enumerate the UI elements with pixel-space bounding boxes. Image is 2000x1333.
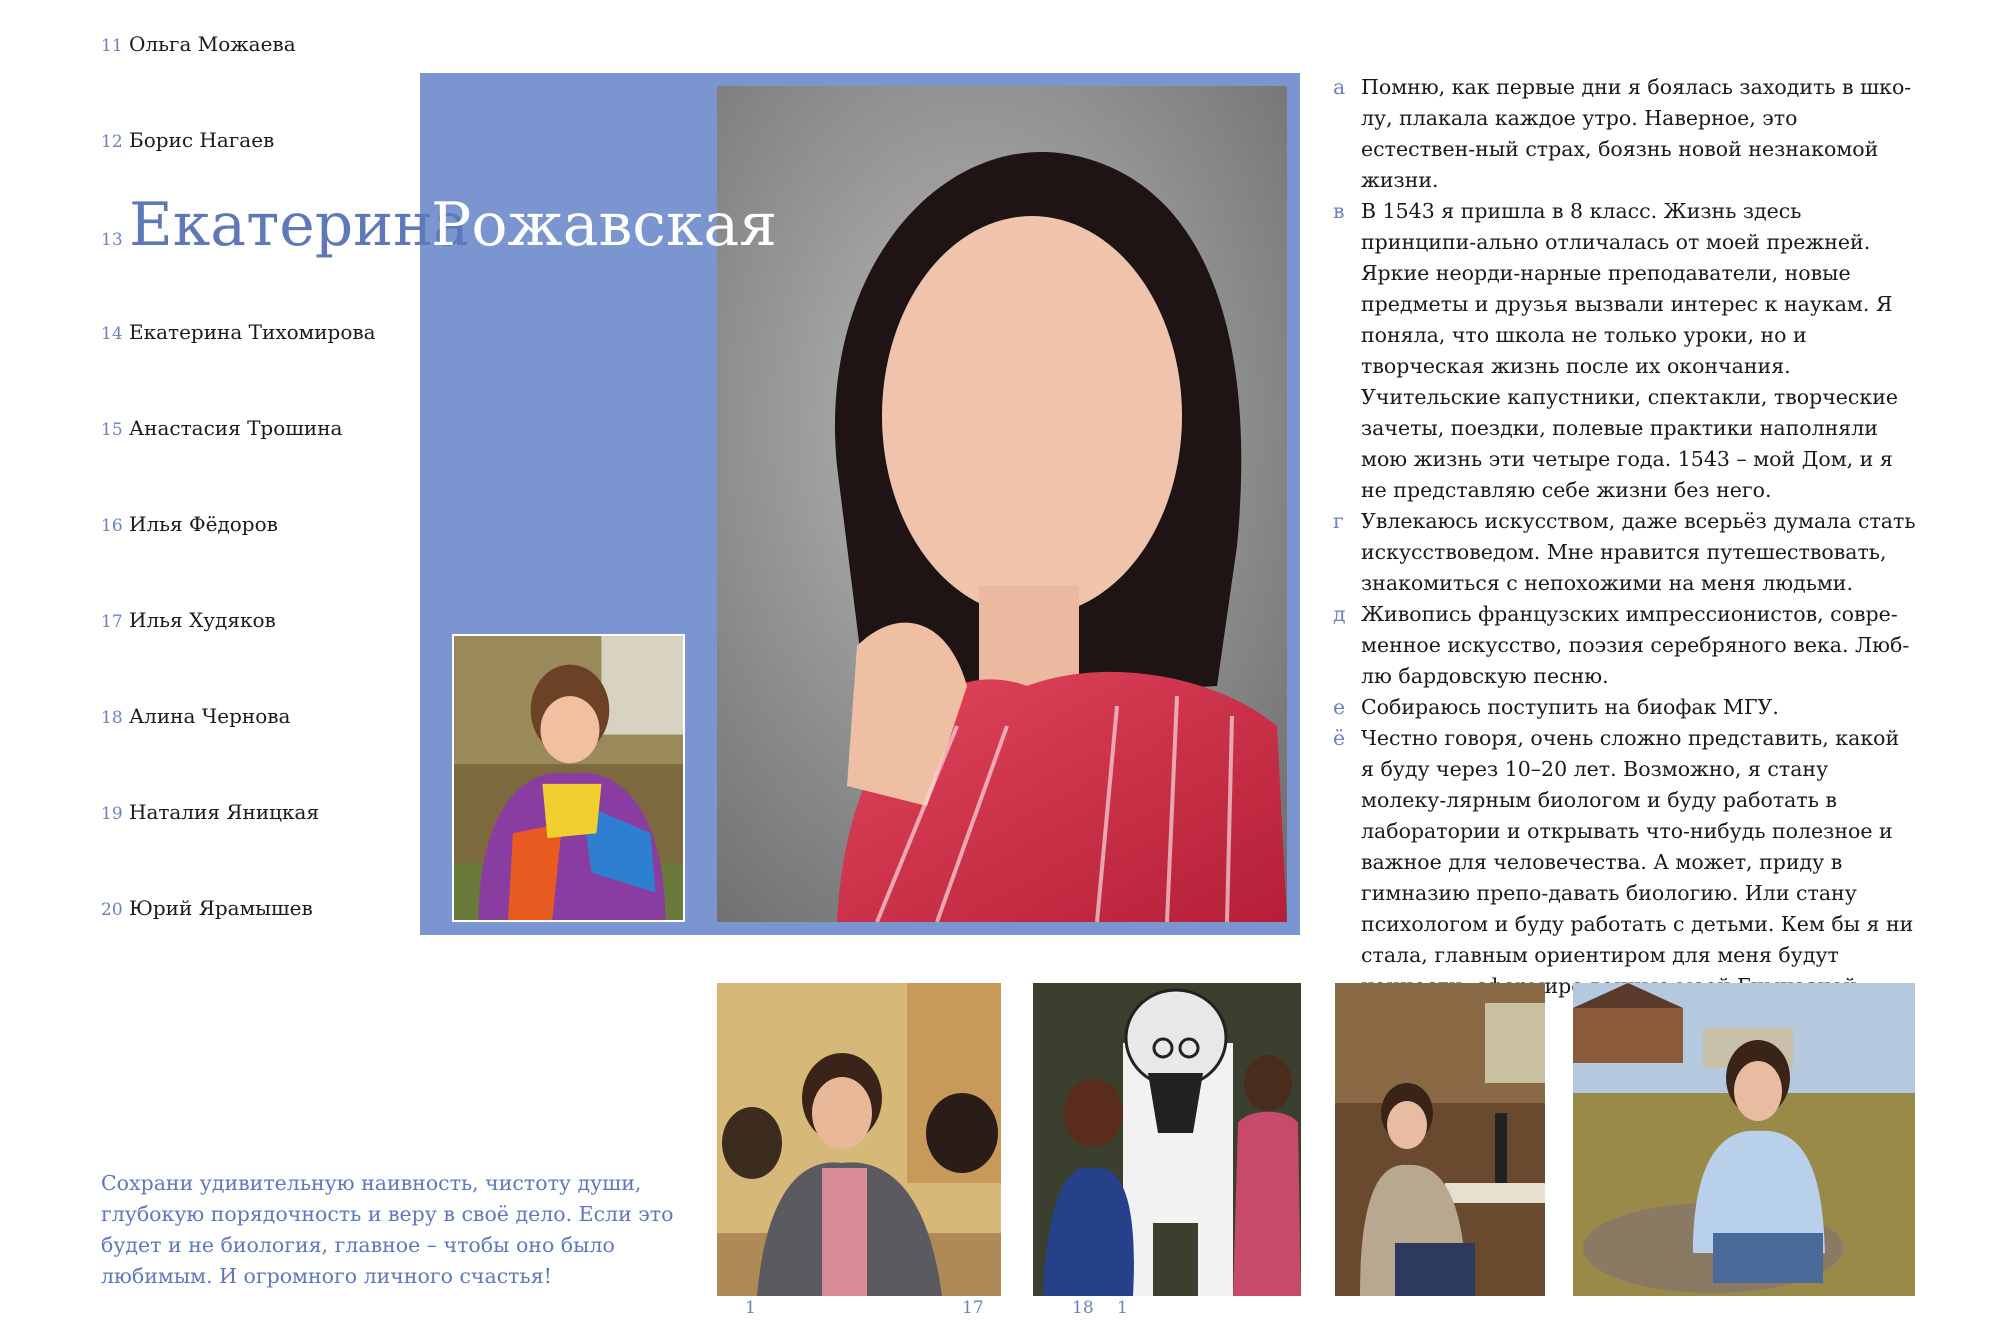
index-number: 17	[101, 612, 123, 632]
index-name: Анастасия Трошина	[129, 416, 343, 440]
index-number: 12	[101, 132, 123, 152]
answers-column	[1333, 72, 1916, 1002]
index-number: 18	[101, 708, 123, 728]
wish-text: Сохрани удивительную наивность, чистоту души, глубокую порядочность и веру в своё дело. Если это будет и не биология, главное – чтобы оно было любимым. И огромного личного счастья!	[101, 1171, 674, 1288]
index-item	[101, 896, 313, 922]
index-name: Ольга Можаева	[129, 32, 296, 56]
photo-caption: 1	[745, 1298, 756, 1318]
answer-item	[1333, 72, 1916, 196]
index-item	[101, 128, 274, 154]
index-name: Наталия Яницкая	[129, 800, 320, 824]
index-name: Илья Фёдоров	[129, 512, 278, 536]
index-number: 15	[101, 420, 123, 440]
index-name: Екатерина Тихомирова	[129, 320, 376, 344]
laboratory-photo	[1335, 983, 1545, 1296]
headline-number: 13	[101, 230, 123, 250]
answer-letter: в	[1333, 199, 1345, 223]
answer-text: Собираюсь поступить на биофак МГУ.	[1361, 695, 1779, 719]
answer-letter: г	[1333, 509, 1344, 533]
answer-item	[1333, 196, 1916, 506]
index-name: Илья Худяков	[129, 608, 276, 632]
headline-last-name: Рожавская	[431, 190, 777, 260]
index-number: 11	[101, 36, 123, 56]
index-item	[101, 512, 278, 538]
index-item	[101, 704, 290, 730]
answer-text: Живопись французских импрессионистов, совре-менное искусство, поэзия серебряного века. Люб-лю бардовскую песню.	[1361, 602, 1910, 688]
answer-letter: д	[1333, 602, 1346, 626]
party-photo	[1033, 983, 1301, 1296]
answer-letter: а	[1333, 75, 1346, 99]
answer-item	[1333, 599, 1916, 692]
answer-item	[1333, 723, 1916, 1002]
index-item	[101, 608, 276, 634]
answer-text: Увлекаюсь искусством, даже всерьёз думала стать искусствоведом. Мне нравится путешествовать, знакомиться с непохожими на меня людьми.	[1361, 509, 1916, 595]
answer-text: В 1543 я пришла в 8 класс. Жизнь здесь принципи-ально отличалась от моей прежней. Яркие неорди-нарные преподаватели, новые предметы и друзья вызвали интерес к наукам. Я поняла, что школа не только уроки, но и творческая жизнь после их окончания. Учительские капустники, спектакли, творческие зачеты, поездки, полевые практики наполняли мою жизнь эти четыре года. 1543 – мой Дом, и я не представляю себе жизни без него.	[1361, 199, 1899, 502]
classroom-photo	[717, 983, 1001, 1296]
field-trip-photo	[1573, 983, 1915, 1296]
index-number: 16	[101, 516, 123, 536]
index-item	[101, 800, 319, 826]
childhood-photo	[452, 634, 685, 922]
index-name: Борис Нагаев	[129, 128, 275, 152]
index-name: Алина Чернова	[129, 704, 291, 728]
answer-item	[1333, 692, 1916, 723]
index-number: 19	[101, 804, 123, 824]
index-name: Юрий Ярамышев	[129, 896, 313, 920]
main-portrait-photo	[717, 86, 1287, 922]
index-item	[101, 32, 296, 58]
answer-item	[1333, 506, 1916, 599]
answer-letter: е	[1333, 695, 1346, 719]
answer-text: Помню, как первые дни я боялась заходить в шко-лу, плакала каждое утро. Наверное, это естествен-ный страх, боязнь новой незнакомой жизни.	[1361, 75, 1912, 192]
index-number: 20	[101, 900, 123, 920]
photo-caption: 1	[1117, 1298, 1128, 1318]
photo-caption: 17	[962, 1298, 984, 1318]
index-item	[101, 416, 342, 442]
headline-first-name: Екатерина	[129, 190, 469, 260]
answer-letter: ё	[1333, 726, 1346, 750]
index-item	[101, 320, 376, 346]
student-name-headline	[101, 190, 777, 275]
index-number: 14	[101, 324, 123, 344]
photo-caption: 18	[1072, 1298, 1094, 1318]
answer-text: Честно говоря, очень сложно представить, какой я буду через 10–20 лет. Возможно, я стану молеку-лярным биологом и буду работать в лаборатории и открывать что-нибудь полезное и важное для человечества. А может, приду в гимназию препо-давать биологию. Или стану психологом и буду работать с детьми. Кем бы я ни стала, главным ориентиром для меня будут сформиро-ванные	[1361, 726, 1914, 998]
